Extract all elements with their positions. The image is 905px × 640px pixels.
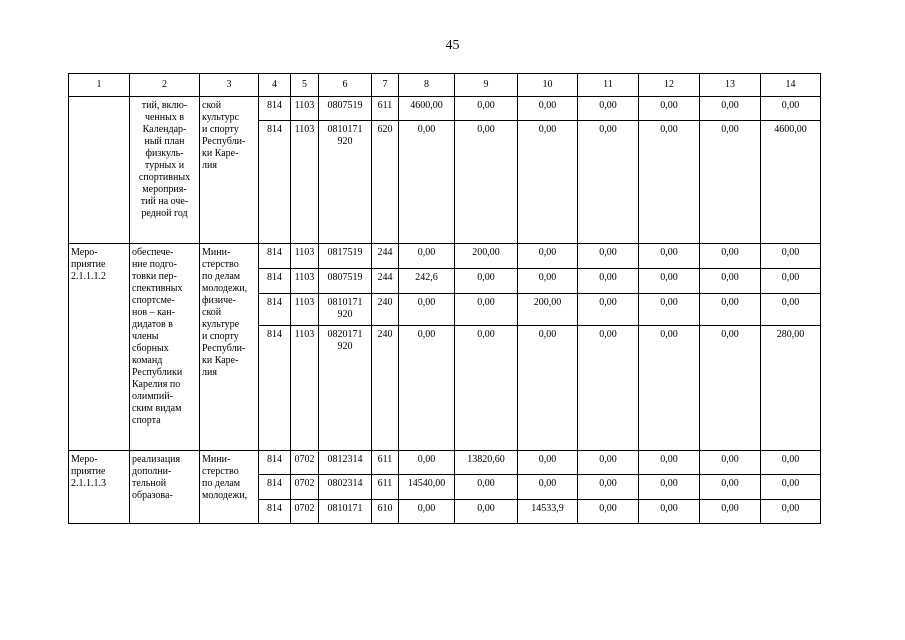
header-cell: 3 — [200, 74, 259, 97]
data-cell: 610 — [372, 500, 399, 524]
data-cell: 14533,9 — [518, 500, 578, 524]
data-cell: 0,00 — [518, 475, 578, 500]
data-cell: 0,00 — [455, 475, 518, 500]
data-cell: 0,00 — [399, 451, 455, 475]
data-cell: 0,00 — [700, 97, 761, 121]
data-cell: 0702 — [291, 500, 319, 524]
data-cell: 0,00 — [578, 244, 639, 269]
data-cell: 1103 — [291, 269, 319, 294]
data-cell: 0817519 — [319, 244, 372, 269]
data-cell: 1103 — [291, 97, 319, 121]
header-cell: 7 — [372, 74, 399, 97]
data-cell: 0,00 — [455, 500, 518, 524]
data-cell: 0810171 920 — [319, 121, 372, 244]
data-cell: 240 — [372, 326, 399, 451]
data-cell: 280,00 — [761, 326, 821, 451]
header-cell: 13 — [700, 74, 761, 97]
data-cell: 1103 — [291, 326, 319, 451]
data-cell: 0,00 — [700, 121, 761, 244]
data-cell: 200,00 — [455, 244, 518, 269]
data-cell: 240 — [372, 294, 399, 326]
data-cell: 814 — [259, 97, 291, 121]
description-cell: тий, вклю- ченных в Календар- ный план физкуль- турных и спортивных мероприя- тий на оче- редной год — [130, 97, 200, 244]
data-cell: 611 — [372, 97, 399, 121]
data-cell: 0,00 — [700, 475, 761, 500]
data-cell: 0,00 — [399, 326, 455, 451]
data-cell: 814 — [259, 326, 291, 451]
data-cell: 0,00 — [578, 451, 639, 475]
data-cell: 0812314 — [319, 451, 372, 475]
data-cell: 0,00 — [700, 269, 761, 294]
data-cell: 0,00 — [639, 269, 700, 294]
header-cell: 12 — [639, 74, 700, 97]
data-cell: 0,00 — [399, 294, 455, 326]
table-row — [69, 244, 821, 269]
data-cell: 0,00 — [761, 451, 821, 475]
header-cell: 4 — [259, 74, 291, 97]
data-cell: 0,00 — [578, 121, 639, 244]
measure-cell: Меро- приятие 2.1.1.1.2 — [69, 244, 130, 451]
data-cell: 0,00 — [455, 121, 518, 244]
data-cell: 0,00 — [578, 97, 639, 121]
data-cell: 0,00 — [700, 244, 761, 269]
data-cell: 0,00 — [761, 500, 821, 524]
data-cell: 0,00 — [399, 500, 455, 524]
data-cell: 0702 — [291, 475, 319, 500]
header-cell: 14 — [761, 74, 821, 97]
data-cell: 0802314 — [319, 475, 372, 500]
data-cell: 0807519 — [319, 269, 372, 294]
description-cell: реализация дополни- тельной образова- — [130, 451, 200, 524]
data-cell: 244 — [372, 269, 399, 294]
data-cell: 0,00 — [455, 269, 518, 294]
data-cell: 13820,60 — [455, 451, 518, 475]
budget-table — [68, 73, 821, 524]
data-cell: 4600,00 — [761, 121, 821, 244]
data-cell: 611 — [372, 451, 399, 475]
data-cell: 814 — [259, 121, 291, 244]
data-cell: 0,00 — [639, 326, 700, 451]
data-cell: 814 — [259, 475, 291, 500]
page-number: 45 — [445, 38, 460, 53]
data-cell: 0,00 — [700, 451, 761, 475]
data-cell: 620 — [372, 121, 399, 244]
data-cell: 0,00 — [518, 97, 578, 121]
header-cell: 6 — [319, 74, 372, 97]
data-cell: 0,00 — [518, 244, 578, 269]
data-cell: 0,00 — [639, 294, 700, 326]
data-cell: 814 — [259, 269, 291, 294]
data-cell: 0,00 — [455, 97, 518, 121]
data-cell: 1103 — [291, 294, 319, 326]
data-cell: 0,00 — [700, 294, 761, 326]
data-cell: 1103 — [291, 121, 319, 244]
data-cell: 0,00 — [518, 326, 578, 451]
header-cell: 9 — [455, 74, 518, 97]
data-cell: 0,00 — [761, 269, 821, 294]
data-cell: 0,00 — [578, 269, 639, 294]
data-cell: 0,00 — [639, 121, 700, 244]
data-cell: 0,00 — [518, 451, 578, 475]
header-cell: 10 — [518, 74, 578, 97]
data-cell: 242,6 — [399, 269, 455, 294]
data-cell: 0,00 — [761, 97, 821, 121]
measure-cell: Меро- приятие 2.1.1.1.3 — [69, 451, 130, 524]
data-cell: 0,00 — [639, 97, 700, 121]
data-cell: 0807519 — [319, 97, 372, 121]
data-cell: 814 — [259, 244, 291, 269]
data-cell: 0,00 — [761, 475, 821, 500]
data-cell: 0,00 — [700, 500, 761, 524]
header-cell: 1 — [69, 74, 130, 97]
header-cell: 8 — [399, 74, 455, 97]
data-cell: 0,00 — [639, 475, 700, 500]
data-cell: 0,00 — [639, 500, 700, 524]
data-cell: 0,00 — [639, 451, 700, 475]
data-cell: 1103 — [291, 244, 319, 269]
data-cell: 814 — [259, 451, 291, 475]
header-row — [69, 74, 821, 97]
data-cell: 0702 — [291, 451, 319, 475]
data-cell: 0,00 — [518, 121, 578, 244]
data-cell: 0810171 920 — [319, 294, 372, 326]
header-cell: 11 — [578, 74, 639, 97]
data-cell: 0,00 — [399, 121, 455, 244]
data-cell: 0,00 — [761, 244, 821, 269]
executor-cell: Мини- стерство по делам молодежи, — [200, 451, 259, 524]
data-cell: 0,00 — [578, 294, 639, 326]
data-cell: 611 — [372, 475, 399, 500]
header-cell: 2 — [130, 74, 200, 97]
data-cell: 200,00 — [518, 294, 578, 326]
data-cell: 244 — [372, 244, 399, 269]
data-cell: 814 — [259, 500, 291, 524]
data-cell: 0,00 — [761, 294, 821, 326]
executor-cell: ской культурс и спорту Республи- ки Каре- лия — [200, 97, 259, 244]
data-cell: 0,00 — [578, 500, 639, 524]
header-cell: 5 — [291, 74, 319, 97]
data-cell: 0,00 — [700, 326, 761, 451]
data-cell: 0,00 — [578, 475, 639, 500]
table-row — [69, 97, 821, 121]
data-cell: 0,00 — [578, 326, 639, 451]
data-cell: 0,00 — [399, 244, 455, 269]
table-row — [69, 451, 821, 475]
data-cell: 0,00 — [455, 326, 518, 451]
data-cell: 14540,00 — [399, 475, 455, 500]
data-cell: 0820171 920 — [319, 326, 372, 451]
executor-cell: Мини- стерство по делам молодежи, физиче- ской культуре и спорту Республи- ки Каре- лия — [200, 244, 259, 451]
data-cell: 4600,00 — [399, 97, 455, 121]
description-cell: обеспече- ние подго- товки пер- спективных спортсме- нов – кан- дидатов в члены сборных команд Республики Карелия по олимпий- ским видам спорта — [130, 244, 200, 451]
data-cell: 0,00 — [639, 244, 700, 269]
measure-cell — [69, 97, 130, 244]
data-cell: 0,00 — [518, 269, 578, 294]
data-cell: 0,00 — [455, 294, 518, 326]
data-cell: 0810171 — [319, 500, 372, 524]
data-cell: 814 — [259, 294, 291, 326]
